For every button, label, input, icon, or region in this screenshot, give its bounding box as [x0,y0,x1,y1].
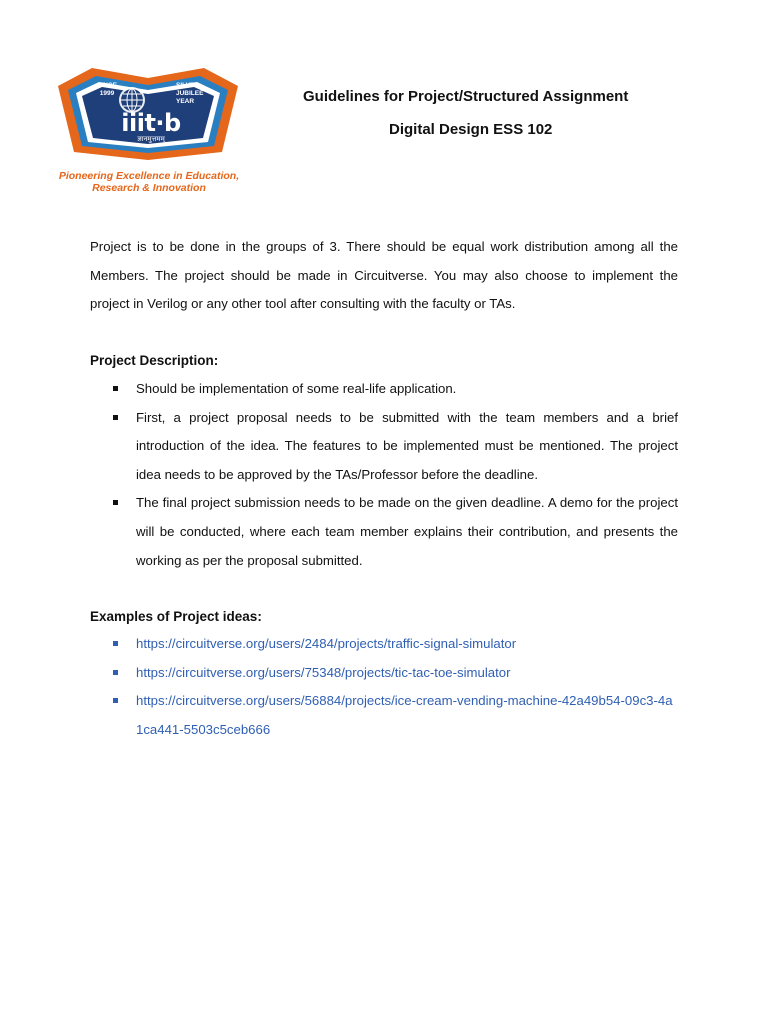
project-description-list [90,375,678,575]
bullet-square-icon [113,670,118,675]
course-title: Digital Design ESS 102 [389,121,553,138]
bullet-square-icon [113,500,118,505]
logo-brand-text: iiit·b [121,109,181,137]
list-item [90,659,678,688]
example-link-vending-machine[interactable]: https://circuitverse.org/users/56884/projects/ice-cream-vending-machine-42a49b54-09c3-4a1ca441-5503c5ceb666 [136,693,673,737]
document-title: Guidelines for Project/Structured Assignment [303,88,629,105]
list-item [90,687,678,744]
logo-silver-jubilee-text: SILVER JUBILEE YEAR [176,82,204,105]
list-item-text: Should be implementation of some real-life application. [136,381,457,396]
list-item [90,375,678,404]
logo-since-text: SINCE 1999 [97,82,117,97]
logo-tagline: Pioneering Excellence in Education, Research & Innovation [58,170,240,194]
list-item-text: The final project submission needs to be made on the given deadline. A demo for the project will be conducted, where each team member explains their contribution, and presents the working as per the proposal submitted. [136,495,678,568]
bullet-square-icon [113,641,118,646]
iiitb-logo [52,60,244,200]
list-item [90,489,678,575]
example-link-tic-tac-toe[interactable]: https://circuitverse.org/users/75348/projects/tic-tac-toe-simulator [136,664,511,680]
bullet-square-icon [113,698,118,703]
list-item [90,404,678,490]
example-link-traffic-signal[interactable]: https://circuitverse.org/users/2484/projects/traffic-signal-simulator [136,636,517,651]
examples-link-list [90,630,678,744]
list-item-text: First, a project proposal needs to be submitted with the team members and a brief introduction of the idea. The features to be implemented must be mentioned. The project idea needs to be approved by the TAs/Professor before the deadline. [136,409,678,482]
bullet-square-icon [113,386,118,391]
bullet-square-icon [113,415,118,420]
list-item [90,630,678,659]
intro-paragraph: Project is to be done in the groups of 3. There should be equal work distribution among all the Members. The project should be made in Circuitverse. You may also choose to implement the project in Verilog or any other tool after consulting with the faculty or TAs. [90,239,678,312]
examples-heading: Examples of Project ideas: [90,609,262,624]
logo-motto: ज्ञानमुत्तमम् [137,136,165,143]
project-description-heading: Project Description: [90,353,219,368]
